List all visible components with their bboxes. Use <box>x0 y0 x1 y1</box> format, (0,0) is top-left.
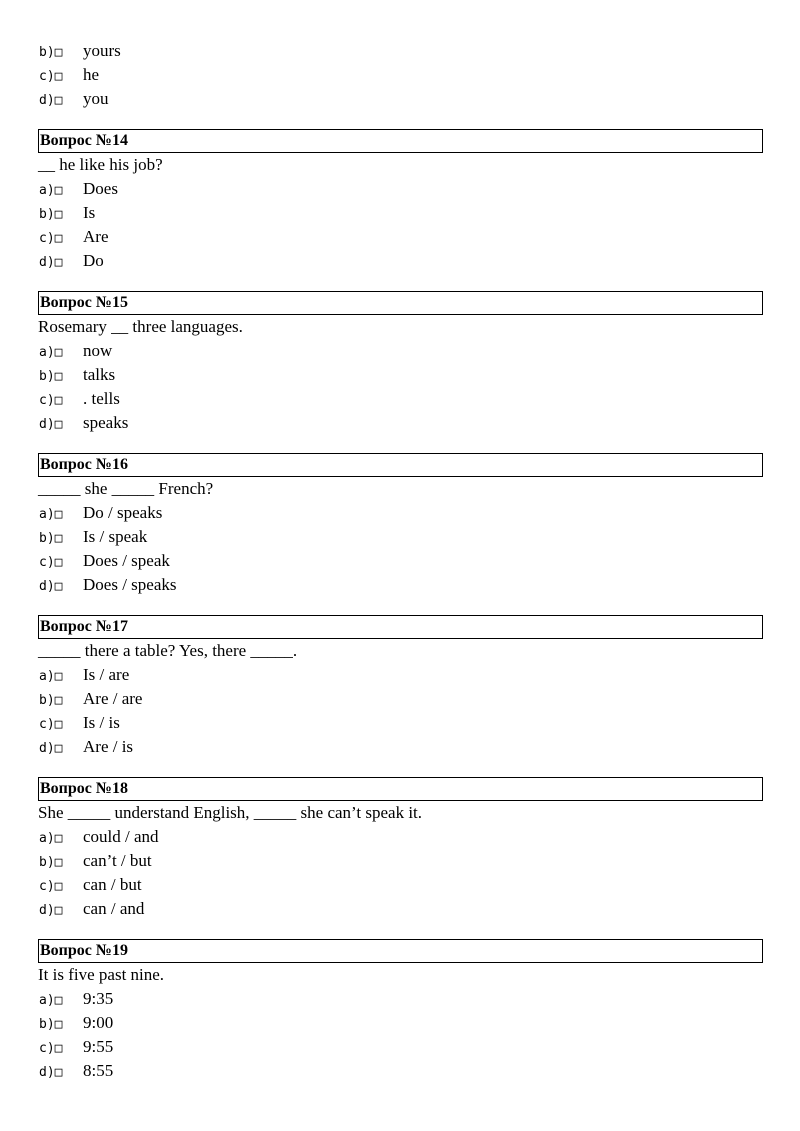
option-letter: a)□ <box>39 831 63 846</box>
option-letter: d)□ <box>39 255 63 270</box>
option-text: you <box>83 89 109 108</box>
option-letter: c)□ <box>39 879 63 894</box>
question-header: Вопрос №14 <box>38 129 763 153</box>
option-letter: c)□ <box>39 555 63 570</box>
question-text: __ he like his job? <box>38 155 163 174</box>
option-item[interactable] <box>39 735 133 759</box>
option-item[interactable] <box>39 711 120 735</box>
option-letter: a)□ <box>39 669 63 684</box>
option-item[interactable] <box>39 39 121 63</box>
option-text: can’t / but <box>83 851 152 870</box>
option-letter: d)□ <box>39 1065 63 1080</box>
option-text: can / and <box>83 899 145 918</box>
question-header: Вопрос №19 <box>38 939 763 963</box>
option-letter: c)□ <box>39 717 63 732</box>
option-text: Does <box>83 179 118 198</box>
option-item[interactable] <box>39 549 170 573</box>
option-text: Do / speaks <box>83 503 163 522</box>
option-letter: d)□ <box>39 741 63 756</box>
question-header: Вопрос №17 <box>38 615 763 639</box>
option-item[interactable] <box>39 87 109 111</box>
option-item[interactable] <box>39 987 113 1011</box>
option-item[interactable] <box>39 363 115 387</box>
option-item[interactable] <box>39 525 147 549</box>
option-text: yours <box>83 41 121 60</box>
option-item[interactable] <box>39 177 118 201</box>
option-text: could / and <box>83 827 159 846</box>
question-text: Rosemary __ three languages. <box>38 317 243 336</box>
option-letter: b)□ <box>39 855 63 870</box>
question-header: Вопрос №15 <box>38 291 763 315</box>
question-header: Вопрос №18 <box>38 777 763 801</box>
option-text: talks <box>83 365 116 384</box>
option-letter: c)□ <box>39 231 63 246</box>
option-letter: a)□ <box>39 993 63 1008</box>
option-text: now <box>83 341 113 360</box>
option-text: Are <box>83 227 109 246</box>
option-item[interactable] <box>39 225 108 249</box>
option-letter: d)□ <box>39 579 63 594</box>
option-text: 9:00 <box>83 1013 114 1032</box>
option-text: he <box>83 65 100 84</box>
option-letter: a)□ <box>39 345 63 360</box>
option-letter: b)□ <box>39 531 63 546</box>
option-text: Does / speak <box>83 551 170 570</box>
option-item[interactable] <box>39 1011 113 1035</box>
option-item[interactable] <box>39 1059 113 1083</box>
option-text: Does / speaks <box>83 575 177 594</box>
option-letter: c)□ <box>39 1041 63 1056</box>
option-letter: b)□ <box>39 45 63 60</box>
option-item[interactable] <box>39 573 176 597</box>
option-text: Are / is <box>83 737 134 756</box>
option-letter: b)□ <box>39 693 63 708</box>
option-text: 9:35 <box>83 989 114 1008</box>
option-letter: c)□ <box>39 69 63 84</box>
option-item[interactable] <box>39 201 95 225</box>
option-text: Is / is <box>83 713 120 732</box>
option-item[interactable] <box>39 411 128 435</box>
option-item[interactable] <box>39 339 112 363</box>
option-item[interactable] <box>39 873 142 897</box>
option-letter: b)□ <box>39 369 63 384</box>
option-text: Is / speak <box>83 527 148 546</box>
option-text: can / but <box>83 875 142 894</box>
question-header: Вопрос №16 <box>38 453 763 477</box>
option-letter: b)□ <box>39 1017 63 1032</box>
option-text: . tells <box>83 389 120 408</box>
option-text: 9:55 <box>83 1037 114 1056</box>
option-text: Are / are <box>83 689 143 708</box>
option-text: Is <box>83 203 96 222</box>
option-letter: a)□ <box>39 183 63 198</box>
option-item[interactable] <box>39 897 144 921</box>
option-item[interactable] <box>39 1035 113 1059</box>
option-text: 8:55 <box>83 1061 114 1080</box>
option-item[interactable] <box>39 849 152 873</box>
option-letter: b)□ <box>39 207 63 222</box>
option-text: Is / are <box>83 665 130 684</box>
option-item[interactable] <box>39 687 142 711</box>
option-item[interactable] <box>39 387 120 411</box>
option-item[interactable] <box>39 249 104 273</box>
option-item[interactable] <box>39 501 162 525</box>
option-item[interactable] <box>39 663 129 687</box>
option-text: Do <box>83 251 104 270</box>
option-item[interactable] <box>39 63 99 87</box>
option-letter: d)□ <box>39 903 63 918</box>
question-text: _____ she _____ French? <box>38 479 214 498</box>
question-text: She _____ understand English, _____ she can’t speak it. <box>38 803 423 822</box>
question-text: _____ there a table? Yes, there _____. <box>38 641 298 660</box>
option-letter: c)□ <box>39 393 63 408</box>
option-item[interactable] <box>39 825 159 849</box>
option-letter: d)□ <box>39 93 63 108</box>
option-letter: d)□ <box>39 417 63 432</box>
option-letter: a)□ <box>39 507 63 522</box>
option-text: speaks <box>83 413 129 432</box>
question-text: It is five past nine. <box>38 965 165 984</box>
